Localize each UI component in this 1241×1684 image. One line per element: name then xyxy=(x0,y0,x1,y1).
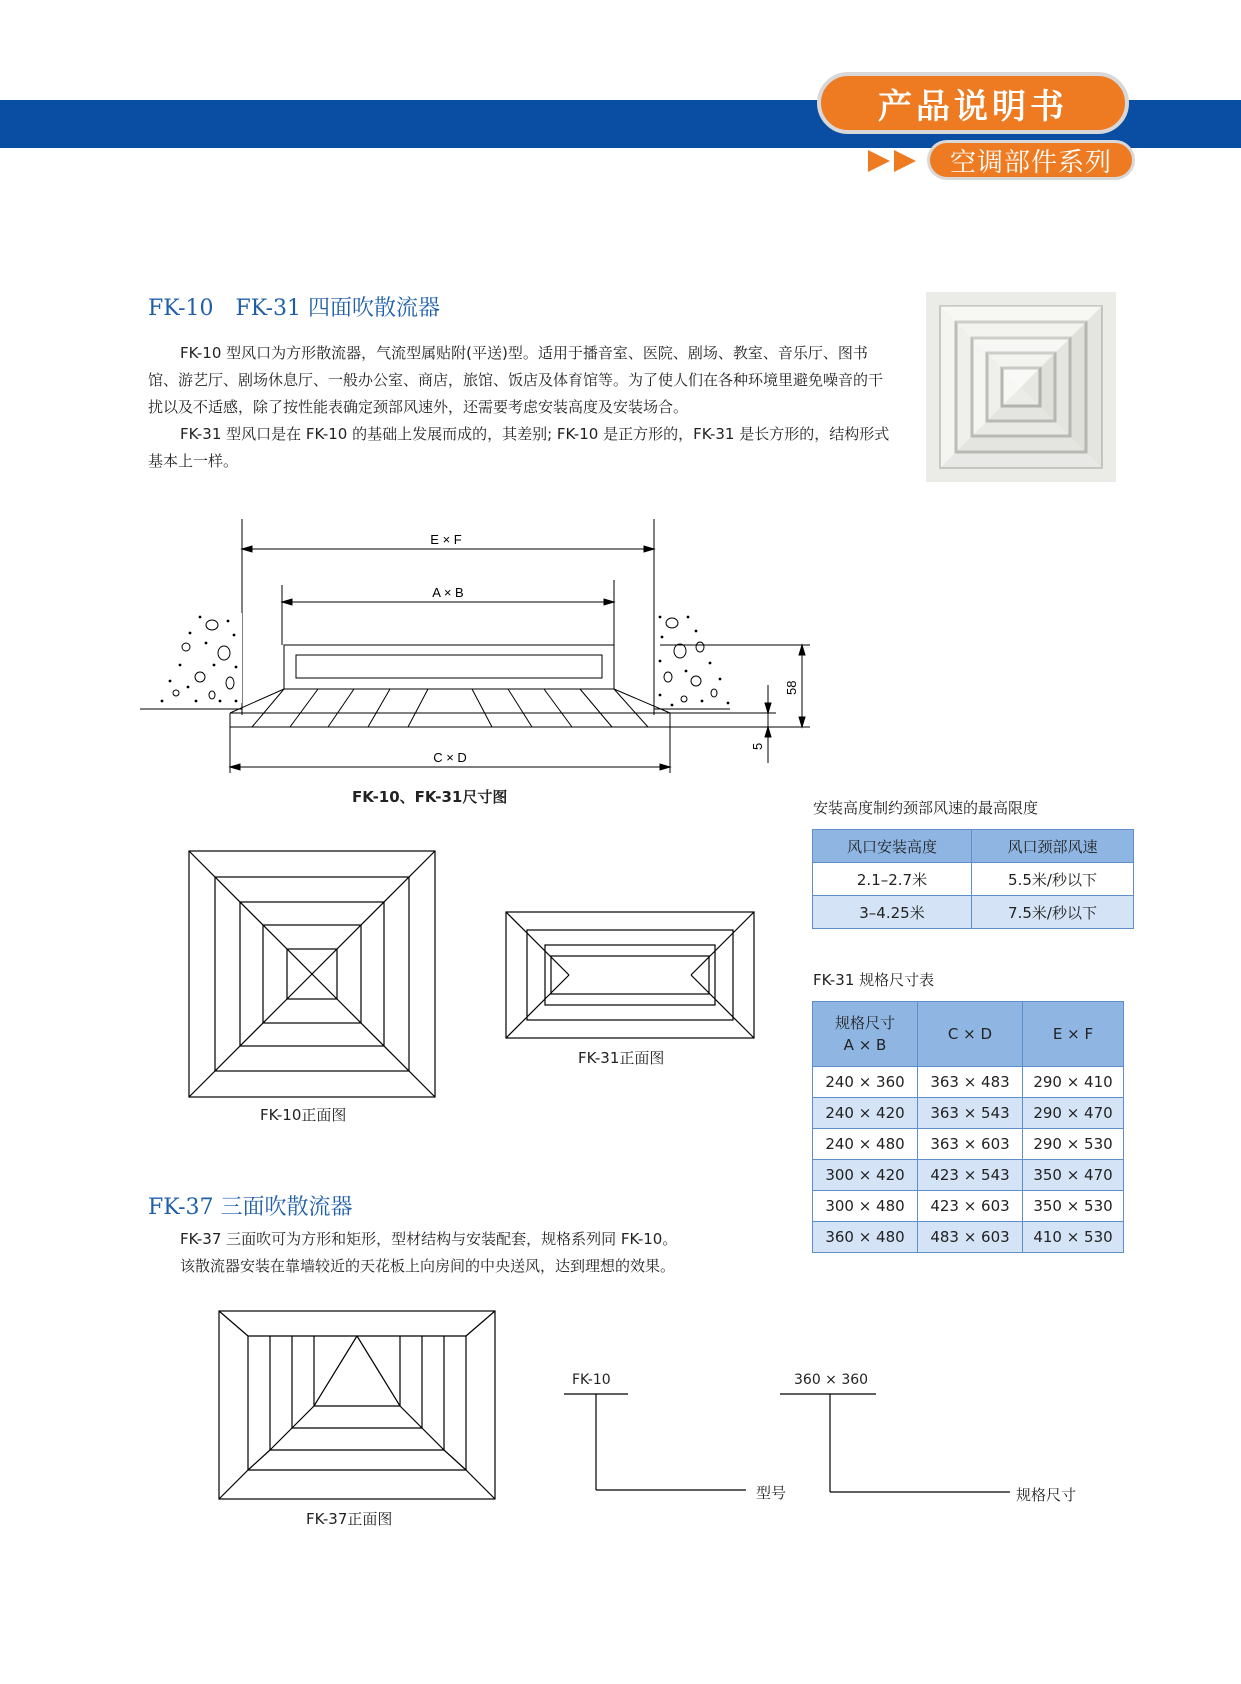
model-code-size-label: 规格尺寸 xyxy=(1016,1486,1077,1504)
size-cell: 423 × 543 xyxy=(918,1160,1023,1191)
size-cell: 350 × 530 xyxy=(1023,1191,1124,1222)
dim-cd-label: C × D xyxy=(433,750,467,765)
speed-header-height: 风口安装高度 xyxy=(813,830,972,863)
model-code-model: FK-10 xyxy=(572,1372,611,1388)
size-cell: 290 × 530 xyxy=(1023,1129,1124,1160)
size-cell: 423 × 603 xyxy=(918,1191,1023,1222)
section2-heading: FK-37 三面吹散流器 xyxy=(148,1195,353,1220)
diffuser-photo xyxy=(926,292,1116,482)
size-cell: 483 × 603 xyxy=(918,1222,1023,1253)
dim-5-label: 5 xyxy=(750,742,765,750)
size-cell: 290 × 410 xyxy=(1023,1067,1124,1098)
table-row xyxy=(813,1222,1124,1253)
size-cell: 240 × 480 xyxy=(813,1129,918,1160)
dim-ab-label: A × B xyxy=(432,585,464,600)
table-row xyxy=(813,1191,1124,1222)
size-cell: 290 × 470 xyxy=(1023,1098,1124,1129)
table-row xyxy=(813,896,1134,929)
size-cell: 363 × 543 xyxy=(918,1098,1023,1129)
table-row xyxy=(813,1160,1124,1191)
speed-cell: 3–4.25米 xyxy=(813,896,972,929)
section2-line-2: 该散流器安装在靠墙较近的天花板上向房间的中央送风，达到理想的效果。 xyxy=(180,1257,676,1275)
speed-table xyxy=(812,829,1134,929)
model-code-lines xyxy=(560,1390,1030,1500)
dimension-drawing xyxy=(140,505,820,805)
section2-body xyxy=(180,1226,820,1280)
section1-paragraph-1: FK-10 型风口为方形散流器，气流型属贴附(平送)型。适用于播音室、医院、剧场、教室、音乐厅、图书馆、游艺厅、剧场休息厅、一般办公室、商店，旅馆、饭店及体育馆等。为了使人们在各种环境里避免噪音的干扰以及不适感，除了按性能表确定颈部风速外，还需要考虑安装高度及安装场合。 xyxy=(148,344,884,416)
section2-line-1: FK-37 三面吹可为方形和矩形，型材结构与安装配套，规格系列同 FK-10。 xyxy=(180,1230,678,1248)
size-cell: 350 × 470 xyxy=(1023,1160,1124,1191)
speed-table-title: 安装高度制约颈部风速的最高限度 xyxy=(813,799,1039,817)
series-subtitle: 空调部件系列 xyxy=(927,140,1135,180)
size-table xyxy=(812,1001,1124,1253)
fk37-caption: FK-37正面图 xyxy=(306,1510,393,1528)
size-header-ef: E × F xyxy=(1023,1002,1124,1067)
table-row xyxy=(813,863,1134,896)
size-header-ab xyxy=(813,1002,918,1067)
speed-cell: 7.5米/秒以下 xyxy=(972,896,1134,929)
table-row xyxy=(813,1098,1124,1129)
model-code-model-label: 型号 xyxy=(756,1484,787,1502)
size-header-cd: C × D xyxy=(918,1002,1023,1067)
speed-cell: 2.1–2.7米 xyxy=(813,863,972,896)
dim-58-label: 58 xyxy=(784,680,799,695)
size-cell: 300 × 420 xyxy=(813,1160,918,1191)
size-header-ab-line1: 规格尺寸 xyxy=(834,1014,895,1032)
section1-body xyxy=(148,340,892,475)
size-cell: 363 × 483 xyxy=(918,1067,1023,1098)
size-cell: 240 × 420 xyxy=(813,1098,918,1129)
dimension-caption: FK-10、FK-31尺寸图 xyxy=(352,788,508,806)
size-header-ab-line2: A × B xyxy=(843,1036,887,1054)
fk10-front-view xyxy=(188,850,438,1100)
speed-cell: 5.5米/秒以下 xyxy=(972,863,1134,896)
dim-ef-label: E × F xyxy=(430,532,462,547)
double-arrow-icon xyxy=(868,148,920,174)
size-cell: 360 × 480 xyxy=(813,1222,918,1253)
page-title: 产品说明书 xyxy=(817,72,1129,134)
table-row xyxy=(813,1129,1124,1160)
size-cell: 410 × 530 xyxy=(1023,1222,1124,1253)
section1-heading: FK-10 FK-31 四面吹散流器 xyxy=(148,296,441,321)
fk31-front-view xyxy=(505,911,757,1041)
size-cell: 240 × 360 xyxy=(813,1067,918,1098)
fk10-caption: FK-10正面图 xyxy=(260,1106,347,1124)
speed-header-speed: 风口颈部风速 xyxy=(972,830,1134,863)
section1-paragraph-2: FK-31 型风口是在 FK-10 的基础上发展而成的，其差别; FK-10 是正方形的，FK-31 是长方形的，结构形式基本上一样。 xyxy=(148,425,890,470)
table-row xyxy=(813,1067,1124,1098)
model-code-size: 360 × 360 xyxy=(794,1372,869,1388)
fk31-caption: FK-31正面图 xyxy=(578,1049,665,1067)
size-cell: 300 × 480 xyxy=(813,1191,918,1222)
size-table-title: FK-31 规格尺寸表 xyxy=(813,971,935,989)
fk37-front-view xyxy=(218,1310,498,1502)
size-cell: 363 × 603 xyxy=(918,1129,1023,1160)
